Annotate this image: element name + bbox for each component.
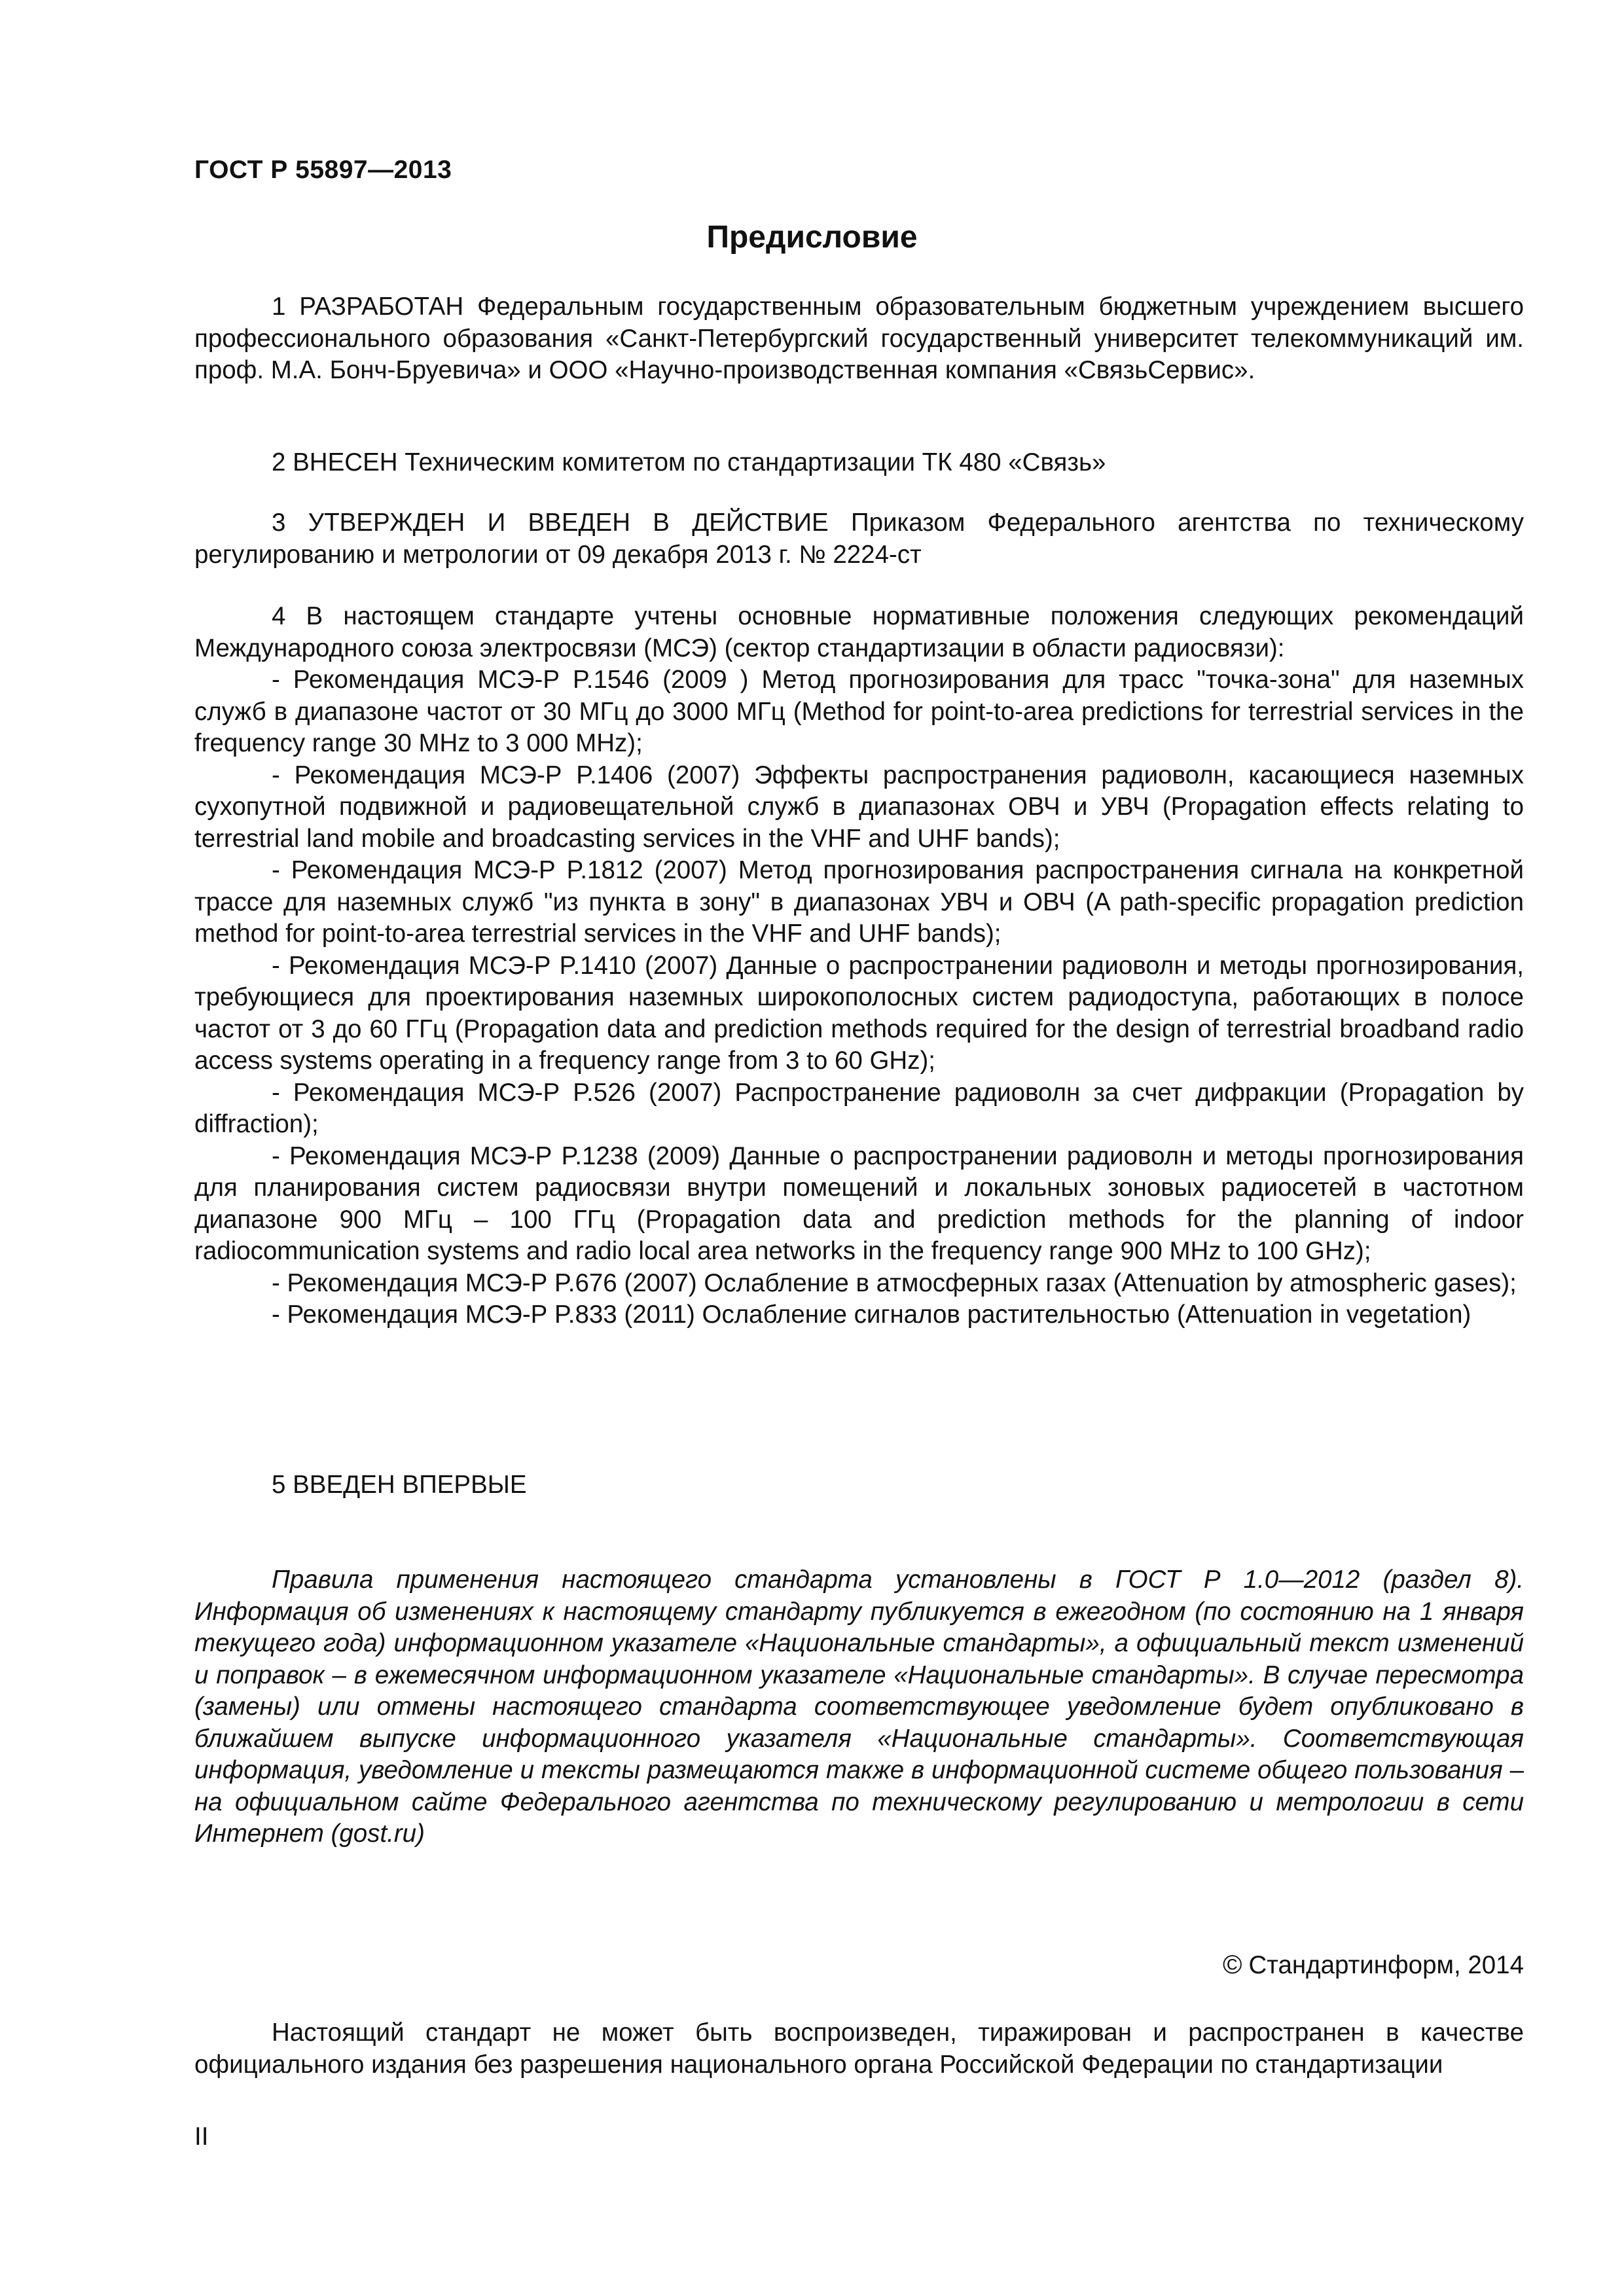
recommendation-item: - Рекомендация МСЭ-Р P.1546 (2009 ) Метод прогнозирования для трасс "точка-зона" для наземных служб в диапазоне частот от 30 МГц до 3000 МГц (Method for point-to-area predictions for terrestrial services in the frequency range 30 MHz to 3 000 MHz); — [194, 666, 1524, 757]
copyright-line — [1223, 1950, 1524, 1980]
item-5-text: 5 ВВЕДЕН ВПЕРВЫЕ — [272, 1471, 527, 1499]
copyright-icon: © — [1222, 1950, 1242, 1979]
recommendation-item: - Рекомендация МСЭ-Р P.676 (2007) Ослабление в атмосферных газах (Attenuation by atmospheric gases); — [272, 1268, 1517, 1297]
item-1-text: 1 РАЗРАБОТАН Федеральным государственным образовательным бюджетным учреждением высшего профессионального образования «Санкт-Петербургский государственный университет телекоммуникаций им. проф. М.А. Бонч-Бруевича» и ООО «Научно-производственная компания «СвязьСервис». — [194, 293, 1524, 384]
item-5 — [194, 1469, 1524, 1501]
recommendation-item: - Рекомендация МСЭ-Р P.1410 (2007) Данные о распространении радиоволн и методы прогнозирования, требующиеся для проектирования наземных широкополосных систем радиодоступа, работающих в полосе частот от 3 до 60 ГГц (Propagation data and prediction methods required for the design of terrestrial broadband radio access systems operating in a frequency range from 3 to 60 GHz); — [194, 951, 1524, 1075]
item-3 — [194, 507, 1524, 571]
page-title: Предисловие — [706, 220, 918, 255]
item-2 — [194, 447, 1524, 479]
item-4 — [194, 601, 1524, 1331]
reproduction-notice — [194, 2017, 1524, 2081]
item-3-text: 3 УТВЕРЖДЕН И ВВЕДЕН В ДЕЙСТВИЕ Приказом Федерального агентства по техническому регулированию и метрологии от 09 декабря 2013 г. № 2224-ст — [194, 509, 1524, 569]
item-2-text: 2 ВНЕСЕН Техническим комитетом по стандартизации ТК 480 «Связь» — [272, 448, 1106, 476]
rules-notice-text: Правила применения настоящего стандарта установлены в ГОСТ Р 1.0—2012 (раздел 8). Информация об изменениях к настоящему стандарту публикуется в ежегодном (по состоянию на 1 января текущего года) информационном указателе «Национальные стандарты», а официальный текст изменений и поправок – в ежемесячном информационном указателе «Национальные стандарты». В случае пересмотра (замены) или отмены настоящего стандарта соответствующее уведомление будет опубликовано в ближайшем выпуске информационного указателя «Национальные стандарты». Соответствующая информация, уведомление и тексты размещаются также в информационной системе общего пользования – на официальном сайте Федерального агентства по техническому регулированию и метрологии в сети Интернет (gost.ru) — [194, 1566, 1524, 1848]
item-1 — [194, 291, 1524, 387]
recommendation-item: - Рекомендация МСЭ-Р P.1812 (2007) Метод прогнозирования распространения сигнала на конкретной трассе для наземных служб "из пункта в зону" в диапазонах УВЧ и ОВЧ (A path-specific propagation prediction method for point-to-area terrestrial services in the VHF and UHF bands); — [194, 856, 1524, 948]
rules-notice — [194, 1564, 1524, 1850]
reproduction-notice-text: Настоящий стандарт не может быть воспроизведен, тиражирован и распространен в качестве официального издания без разрешения национального органа Российской Федерации по стандартизации — [194, 2018, 1524, 2079]
recommendation-item: - Рекомендация МСЭ-Р P.526 (2007) Распространение радиоволн за счет дифракции (Propagation by diffraction); — [194, 1078, 1524, 1138]
item-4-intro: 4 В настоящем стандарте учтены основные нормативные положения следующих рекомендаций Международного союза электросвязи (МСЭ) (сектор стандартизации в области радиосвязи): — [194, 602, 1524, 662]
recommendation-item: - Рекомендация МСЭ-Р P.833 (2011) Ослабление сигналов растительностью (Attenuation in vegetation) — [272, 1300, 1471, 1329]
recommendation-item: - Рекомендация МСЭ-Р P.1406 (2007) Эффекты распространения радиоволн, касающиеся наземных сухопутной подвижной и радиовещательной служб в диапазонах ОВЧ и УВЧ (Propagation effects relating to terrestrial land mobile and broadcasting services in the VHF and UHF bands); — [194, 761, 1524, 853]
recommendation-item: - Рекомендация МСЭ-Р P.1238 (2009) Данные о распространении радиоволн и методы прогнозирования для планирования систем радиосвязи внутри помещений и локальных зоновых радиосетей в частотном диапазоне 900 МГц – 100 ГГц (Propagation data and prediction methods for the planning of indoor radiocommunication systems and radio local area networks in the frequency range 900 MHz to 100 GHz); — [194, 1141, 1524, 1265]
page-number: II — [194, 2123, 209, 2151]
gost-code-header: ГОСТ Р 55897—2013 — [194, 156, 452, 184]
copyright-text: Стандартинформ, 2014 — [1248, 1951, 1524, 1979]
